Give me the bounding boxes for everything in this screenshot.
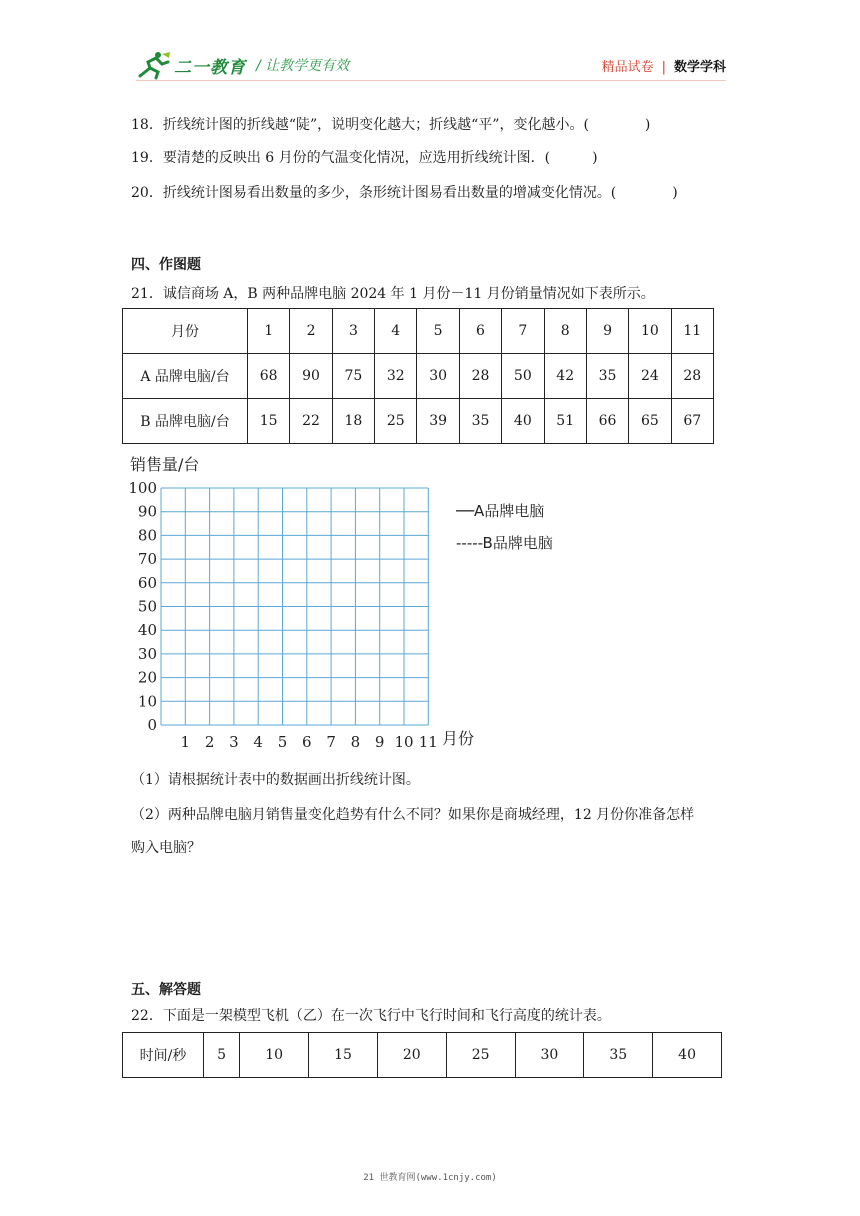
table-cell: 10 <box>629 309 671 354</box>
y-tick-label: 30 <box>137 644 157 663</box>
section-4-title: 四、作图题 <box>131 257 201 273</box>
x-tick-label: 10 <box>394 733 414 751</box>
table-cell: 15 <box>248 399 290 444</box>
table-cell: 42 <box>544 354 586 399</box>
x-tick-label: 6 <box>302 733 312 751</box>
x-tick-label: 5 <box>277 733 288 751</box>
table-cell: 1 <box>248 309 290 354</box>
sub-question-2-cont: 购入电脑？ <box>131 840 201 856</box>
table-cell: 5 <box>204 1033 240 1078</box>
table-header-month: 月份 <box>123 309 248 354</box>
table-row-months <box>123 309 714 354</box>
table-cell: 30 <box>515 1033 584 1078</box>
y-tick-label: 80 <box>137 526 157 545</box>
table-cell: 30 <box>417 354 459 399</box>
chart-grid <box>161 488 428 725</box>
x-tick-label: 2 <box>204 733 215 751</box>
y-tick-label: 70 <box>137 550 157 569</box>
chart-x-axis-label: 月份 <box>442 729 475 748</box>
chart-y-axis-label: 销售量/台 <box>130 455 200 474</box>
flight-table <box>122 1032 722 1078</box>
section-5-title: 五、解答题 <box>131 982 201 998</box>
table-cell: 35 <box>586 354 628 399</box>
sales-table <box>122 308 714 444</box>
table-cell: 39 <box>417 399 459 444</box>
table-cell: 28 <box>459 354 501 399</box>
tag-quality-paper: 精品试卷 <box>601 60 654 75</box>
table-row-brand-b <box>123 399 714 444</box>
y-tick-label: 0 <box>147 716 157 734</box>
table-cell: 67 <box>671 399 713 444</box>
table-cell: 28 <box>671 354 713 399</box>
x-tick-label: 4 <box>253 733 263 751</box>
table-cell: 66 <box>586 399 628 444</box>
tag-separator: | <box>661 60 666 75</box>
table-cell: 32 <box>375 354 417 399</box>
table-header-brand-b: B 品牌电脑/台 <box>123 399 248 444</box>
sub-question-2: （2）两种品牌电脑月销售量变化趋势有什么不同？如果你是商城经理，12 月份你准备怎样 <box>131 807 695 823</box>
y-tick-label: 40 <box>137 621 157 640</box>
legend-brand-b: -----B品牌电脑 <box>456 534 553 552</box>
y-tick-label: 10 <box>137 692 157 711</box>
x-tick-label: 8 <box>350 733 361 751</box>
table-cell: 18 <box>332 399 374 444</box>
table-cell: 65 <box>629 399 671 444</box>
question-18: 18．折线统计图的折线越“陡”，说明变化越大；折线越“平”，变化越小。( ) <box>131 117 651 133</box>
table-cell: 75 <box>332 354 374 399</box>
table-cell: 2 <box>290 309 332 354</box>
table-cell: 40 <box>653 1033 722 1078</box>
table-cell: 90 <box>290 354 332 399</box>
table-cell: 6 <box>459 309 501 354</box>
table-cell: 51 <box>544 399 586 444</box>
x-tick-label: 9 <box>374 733 385 751</box>
x-tick-label: 1 <box>180 733 191 751</box>
table-cell: 7 <box>502 309 544 354</box>
table-cell: 5 <box>417 309 459 354</box>
table-cell: 20 <box>377 1033 446 1078</box>
table-cell: 9 <box>586 309 628 354</box>
table-cell: 10 <box>240 1033 309 1078</box>
slogan: / 让教学更有效 <box>256 58 350 74</box>
table-cell: 40 <box>502 399 544 444</box>
table-cell: 35 <box>459 399 501 444</box>
chart-x-ticks <box>181 733 438 751</box>
table-row-brand-a <box>123 354 714 399</box>
table-cell: 8 <box>544 309 586 354</box>
x-tick-label: 7 <box>326 733 336 751</box>
question-21: 21．诚信商场 A，B 两种品牌电脑 2024 年 1 月份－11 月份销量情况如下表所示。 <box>131 286 655 302</box>
x-tick-label: 11 <box>418 733 438 751</box>
table-cell: 4 <box>375 309 417 354</box>
chart-y-ticks <box>128 479 157 734</box>
y-tick-label: 90 <box>137 502 157 521</box>
logo-text: 二一教育 <box>174 58 246 78</box>
table-cell: 24 <box>629 354 671 399</box>
header-tags <box>602 56 726 75</box>
table-cell: 22 <box>290 399 332 444</box>
table-cell: 3 <box>332 309 374 354</box>
y-tick-label: 60 <box>137 573 157 592</box>
line-chart-grid <box>126 452 596 752</box>
table-header-time: 时间/秒 <box>123 1033 204 1078</box>
table-cell: 15 <box>309 1033 378 1078</box>
table-cell: 50 <box>502 354 544 399</box>
legend-brand-a: ──A品牌电脑 <box>456 502 545 520</box>
footer-source: 21 世教育网(www.1cnjy.com) <box>363 1173 497 1183</box>
question-20: 20．折线统计图易看出数量的多少，条形统计图易看出数量的增减变化情况。( ) <box>131 185 678 201</box>
table-cell: 11 <box>671 309 713 354</box>
table-cell: 68 <box>248 354 290 399</box>
question-22: 22．下面是一架模型飞机（乙）在一次飞行中飞行时间和飞行高度的统计表。 <box>131 1008 611 1024</box>
table-row-time <box>123 1033 722 1078</box>
question-19: 19．要清楚的反映出 6 月份的气温变化情况，应选用折线统计图．( ) <box>131 150 598 166</box>
header-divider <box>136 80 726 81</box>
table-cell: 25 <box>446 1033 515 1078</box>
y-tick-label: 100 <box>128 479 157 497</box>
y-tick-label: 50 <box>137 597 157 616</box>
runner-logo-icon <box>136 50 172 80</box>
table-cell: 25 <box>375 399 417 444</box>
x-tick-label: 3 <box>229 733 239 751</box>
sub-question-1: （1）请根据统计表中的数据画出折线统计图。 <box>131 772 420 788</box>
y-tick-label: 20 <box>137 668 157 687</box>
tag-subject: 数学学科 <box>673 60 726 75</box>
table-header-brand-a: A 品牌电脑/台 <box>123 354 248 399</box>
table-cell: 35 <box>584 1033 653 1078</box>
